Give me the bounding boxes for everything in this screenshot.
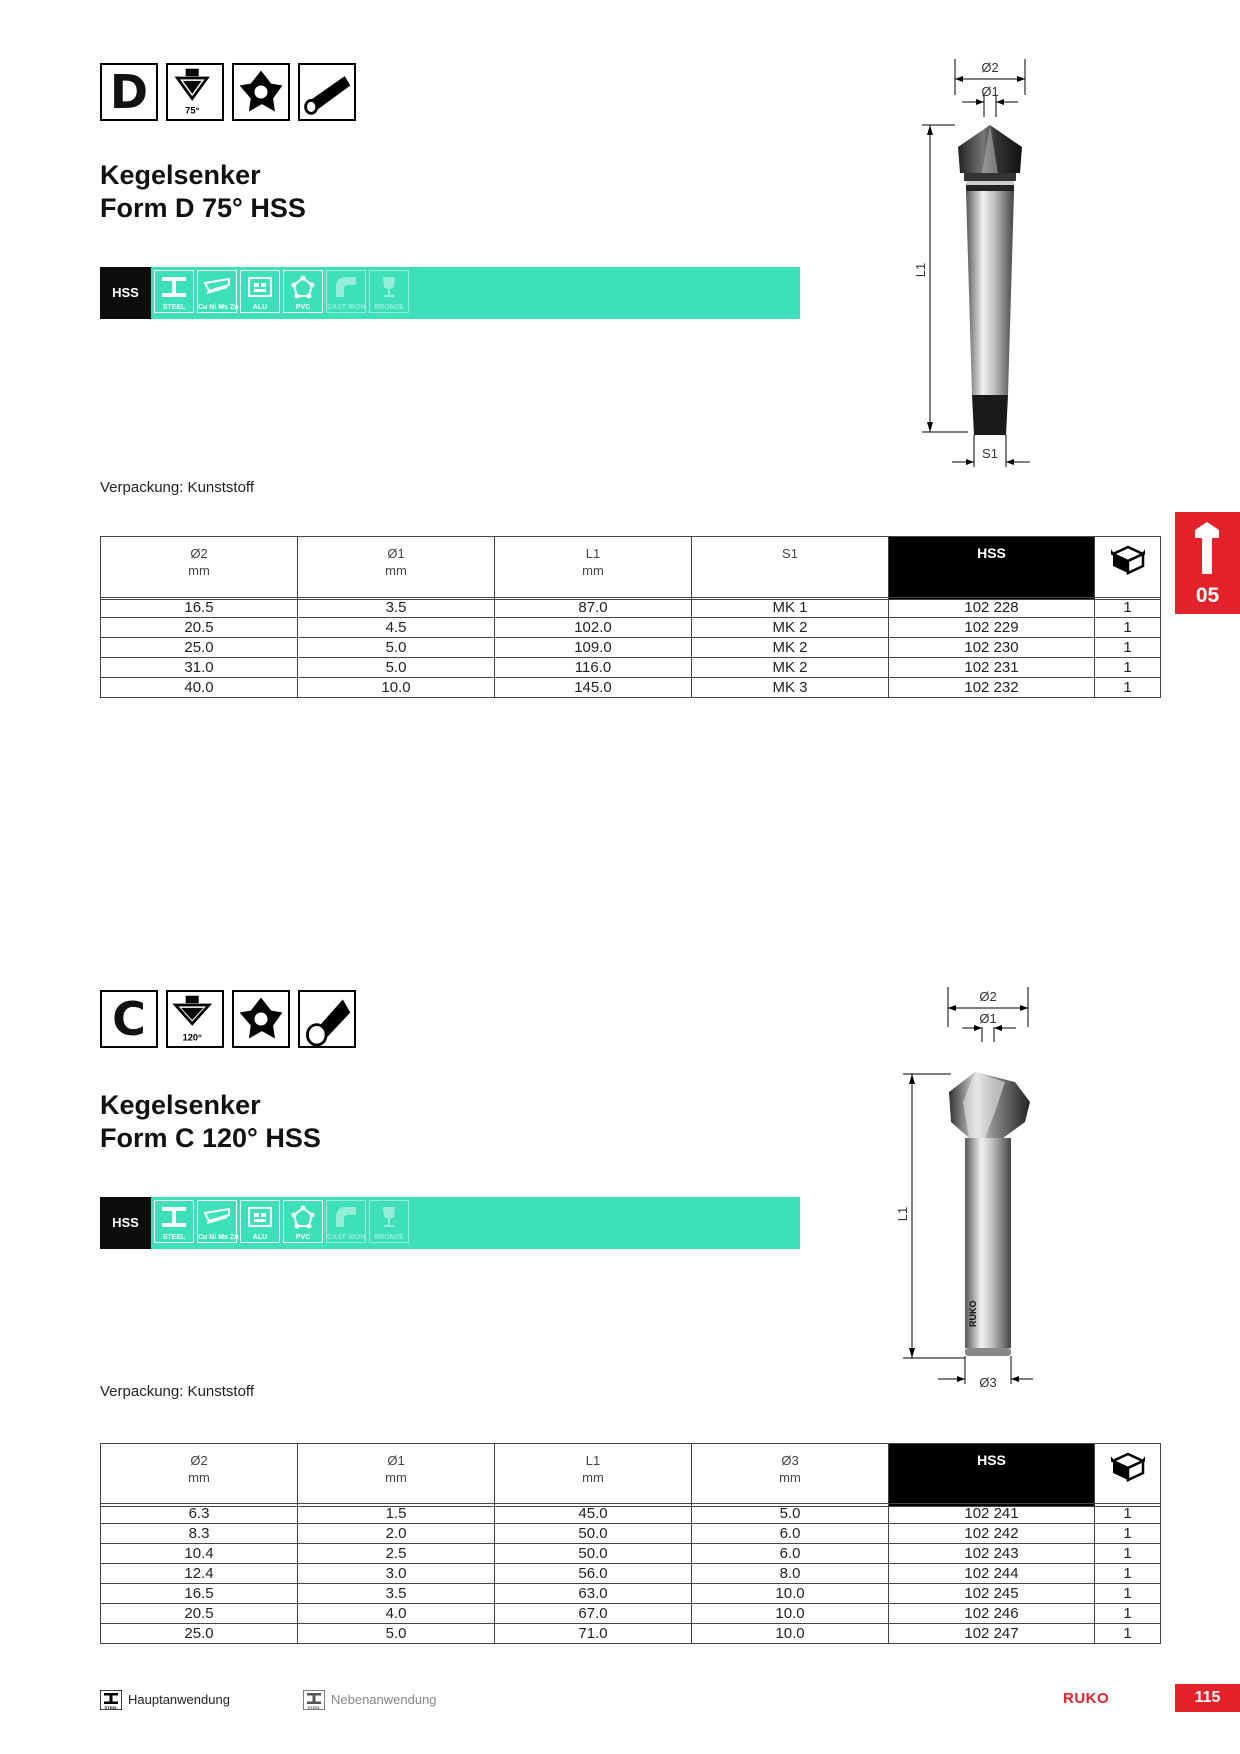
table-row <box>101 678 1161 698</box>
aluminium-profile-icon <box>246 273 274 301</box>
table-cell: 50.0 <box>495 1524 692 1544</box>
table-cell: 8.3 <box>101 1524 298 1544</box>
table-cell: 31.0 <box>101 658 298 678</box>
table-cell: 3.5 <box>298 598 495 618</box>
pvc-molecule-icon <box>289 273 317 301</box>
material-steel: STEEL <box>154 1200 194 1243</box>
table-cell: 1 <box>1095 638 1161 658</box>
countersink-angle-icon <box>166 990 224 1048</box>
svg-text:Ø2: Ø2 <box>979 989 997 1004</box>
table-cell: 56.0 <box>495 1564 692 1584</box>
packaging-note: Verpackung: Kunststoff <box>100 1383 254 1400</box>
table-cell: 102 228 <box>889 598 1095 618</box>
table-cell: 3.5 <box>298 1584 495 1604</box>
spec-table-body <box>100 1503 1161 1644</box>
table-cell: 145.0 <box>495 678 692 698</box>
svg-text:L1: L1 <box>913 262 928 278</box>
column-header: L1 mm <box>495 1444 692 1507</box>
three-flute-icon <box>232 63 290 121</box>
material-steel: STEEL <box>154 270 194 313</box>
bronze-cup-icon <box>375 273 403 301</box>
table-row <box>101 598 1161 618</box>
table-cell: 71.0 <box>495 1624 692 1644</box>
box-icon <box>1111 545 1145 575</box>
table-cell: 45.0 <box>495 1504 692 1524</box>
table-cell: 87.0 <box>495 598 692 618</box>
table-cell: 4.0 <box>298 1604 495 1624</box>
table-cell: 1 <box>1095 1604 1161 1624</box>
column-header-hss: HSS <box>889 537 1095 600</box>
material-alu: ALU <box>240 270 280 313</box>
column-header: Ø1 mm <box>298 1444 495 1507</box>
svg-text:Ø1: Ø1 <box>979 1011 997 1026</box>
table-cell: MK 2 <box>692 658 889 678</box>
table-cell: 5.0 <box>692 1504 889 1524</box>
material-cast-iron: CAST IRON <box>326 1200 366 1243</box>
table-cell: 20.5 <box>101 1604 298 1624</box>
cast-iron-pipe-icon <box>332 1203 360 1231</box>
spec-table-body <box>100 597 1161 698</box>
material-pvc: PVC <box>283 270 323 313</box>
countersink-angle-icon <box>166 63 224 121</box>
table-cell: 5.0 <box>298 1624 495 1644</box>
table-cell: 1 <box>1095 1524 1161 1544</box>
table-row <box>101 1544 1161 1564</box>
table-cell: 10.0 <box>692 1624 889 1644</box>
table-cell: 1 <box>1095 618 1161 638</box>
column-header: L1 mm <box>495 537 692 600</box>
column-header: Ø2 mm <box>101 1444 298 1507</box>
material-badge-hss: HSS <box>100 1197 151 1249</box>
svg-text:120°: 120° <box>182 1032 202 1043</box>
material-badge-hss: HSS <box>100 267 151 319</box>
table-cell: 102 241 <box>889 1504 1095 1524</box>
svg-text:STEEL: STEEL <box>307 1705 321 1710</box>
column-header-hss: HSS <box>889 1444 1095 1507</box>
table-cell: 109.0 <box>495 638 692 658</box>
material-bar <box>100 1197 800 1249</box>
table-cell: 6.0 <box>692 1524 889 1544</box>
table-cell: 102 229 <box>889 618 1095 638</box>
table-cell: 5.0 <box>298 638 495 658</box>
material-cast-iron: CAST IRON <box>326 270 366 313</box>
spec-table-header <box>100 536 1161 600</box>
column-header-package <box>1095 537 1161 600</box>
form-letter-badge: C <box>100 990 158 1048</box>
table-row <box>101 1604 1161 1624</box>
three-flute-icon <box>232 990 290 1048</box>
table-cell: 1 <box>1095 658 1161 678</box>
table-cell: 63.0 <box>495 1584 692 1604</box>
svg-text:Ø1: Ø1 <box>981 84 999 99</box>
countersink-icon <box>1193 520 1221 576</box>
table-cell: 102 231 <box>889 658 1095 678</box>
table-cell: 2.0 <box>298 1524 495 1544</box>
table-cell: 10.0 <box>692 1584 889 1604</box>
table-cell: 1 <box>1095 1564 1161 1584</box>
table-cell: 102 243 <box>889 1544 1095 1564</box>
table-cell: 12.4 <box>101 1564 298 1584</box>
table-row <box>101 1504 1161 1524</box>
svg-text:S1: S1 <box>982 446 998 461</box>
material-bronze: BRONZE <box>369 1200 409 1243</box>
table-cell: 16.5 <box>101 598 298 618</box>
table-cell: 2.5 <box>298 1544 495 1564</box>
column-header: Ø3 mm <box>692 1444 889 1507</box>
table-cell: 116.0 <box>495 658 692 678</box>
svg-text:Ø2: Ø2 <box>981 60 999 75</box>
material-bar <box>100 267 800 319</box>
table-cell: MK 1 <box>692 598 889 618</box>
table-cell: 16.5 <box>101 1584 298 1604</box>
table-cell: 1 <box>1095 1544 1161 1564</box>
packaging-note: Verpackung: Kunststoff <box>100 479 254 496</box>
form-letter-badge: D <box>100 63 158 121</box>
table-row <box>101 1584 1161 1604</box>
legend-main: Hauptanwendung <box>128 1692 230 1707</box>
table-row <box>101 1524 1161 1544</box>
table-row <box>101 638 1161 658</box>
table-cell: 6.0 <box>692 1544 889 1564</box>
pipe-profile-icon <box>203 273 231 301</box>
column-header: Ø1 mm <box>298 537 495 600</box>
svg-text:RUKO: RUKO <box>968 1300 978 1327</box>
material-cu-ni-ms-zn: Cu Ni Ms Zn <box>197 1200 237 1243</box>
table-cell: 20.5 <box>101 618 298 638</box>
column-header: S1 <box>692 537 889 600</box>
table-cell: 102 242 <box>889 1524 1095 1544</box>
secondary-application-icon <box>303 1690 325 1710</box>
steel-beam-icon <box>160 1203 188 1231</box>
table-row <box>101 1564 1161 1584</box>
brand-logo: RUKO <box>1063 1690 1110 1707</box>
table-cell: 25.0 <box>101 638 298 658</box>
table-cell: 102.0 <box>495 618 692 638</box>
table-row <box>101 1624 1161 1644</box>
product-title: Kegelsenker Form C 120° HSS <box>100 1090 321 1153</box>
svg-text:STEEL: STEEL <box>104 1705 118 1710</box>
table-cell: 1.5 <box>298 1504 495 1524</box>
bronze-cup-icon <box>375 1203 403 1231</box>
table-cell: 1 <box>1095 1584 1161 1604</box>
table-cell: 5.0 <box>298 658 495 678</box>
steel-beam-icon <box>160 273 188 301</box>
cylindrical-shank-icon <box>298 990 356 1048</box>
morse-taper-shank-icon <box>298 63 356 121</box>
box-icon <box>1111 1452 1145 1482</box>
table-cell: 102 230 <box>889 638 1095 658</box>
table-row <box>101 618 1161 638</box>
table-cell: 1 <box>1095 678 1161 698</box>
table-cell: 102 244 <box>889 1564 1095 1584</box>
table-cell: MK 2 <box>692 638 889 658</box>
table-cell: 4.5 <box>298 618 495 638</box>
material-pvc: PVC <box>283 1200 323 1243</box>
tool-drawing-form-d <box>900 55 1050 475</box>
product-title: Kegelsenker Form D 75° HSS <box>100 160 306 223</box>
table-cell: 40.0 <box>101 678 298 698</box>
table-cell: 3.0 <box>298 1564 495 1584</box>
table-cell: MK 3 <box>692 678 889 698</box>
spec-table-header <box>100 1443 1161 1507</box>
table-cell: 50.0 <box>495 1544 692 1564</box>
table-cell: 1 <box>1095 1504 1161 1524</box>
svg-text:Ø3: Ø3 <box>979 1375 997 1390</box>
table-cell: 25.0 <box>101 1624 298 1644</box>
table-cell: 1 <box>1095 1624 1161 1644</box>
material-bronze: BRONZE <box>369 270 409 313</box>
table-cell: 6.3 <box>101 1504 298 1524</box>
page-number: 115 <box>1175 1684 1240 1712</box>
pipe-profile-icon <box>203 1203 231 1231</box>
table-cell: MK 2 <box>692 618 889 638</box>
svg-text:L1: L1 <box>895 1206 910 1222</box>
legend-secondary: Nebenanwendung <box>331 1692 437 1707</box>
table-cell: 10.0 <box>298 678 495 698</box>
cast-iron-pipe-icon <box>332 273 360 301</box>
table-cell: 102 246 <box>889 1604 1095 1624</box>
table-cell: 102 247 <box>889 1624 1095 1644</box>
table-cell: 10.4 <box>101 1544 298 1564</box>
table-cell: 102 232 <box>889 678 1095 698</box>
aluminium-profile-icon <box>246 1203 274 1231</box>
material-alu: ALU <box>240 1200 280 1243</box>
tool-drawing-form-c <box>895 982 1045 1402</box>
svg-text:75°: 75° <box>185 105 200 116</box>
column-header: Ø2 mm <box>101 537 298 600</box>
table-cell: 1 <box>1095 598 1161 618</box>
material-cu-ni-ms-zn: Cu Ni Ms Zn <box>197 270 237 313</box>
main-application-icon <box>100 1690 122 1710</box>
column-header-package <box>1095 1444 1161 1507</box>
table-cell: 67.0 <box>495 1604 692 1624</box>
table-row <box>101 658 1161 678</box>
pvc-molecule-icon <box>289 1203 317 1231</box>
chapter-tab[interactable]: 05 <box>1175 512 1240 614</box>
table-cell: 102 245 <box>889 1584 1095 1604</box>
table-cell: 10.0 <box>692 1604 889 1624</box>
table-cell: 8.0 <box>692 1564 889 1584</box>
